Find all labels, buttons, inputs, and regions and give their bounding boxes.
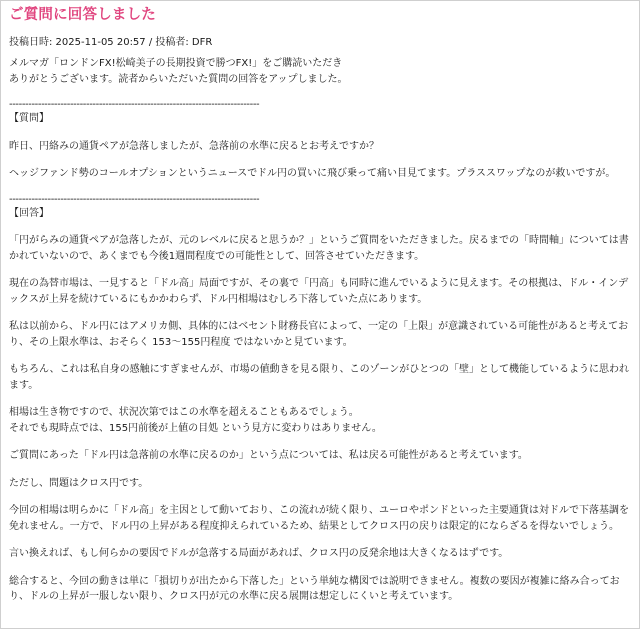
answer-paragraph: ご質問にあった「ドル円は急落前の水準に戻るのか」という点については、私は戻る可能性があると考えています。 <box>9 450 528 461</box>
answer-paragraph: 現在の為替市場は、一見すると「ドル高」局面ですが、その裏で「円高」も同時に進んでいるように見えます。その根拠は、ドル・インデックスが上昇を続けているにもかかわらず、ドル円相場はむしろ下落していた点にあります。 <box>9 278 629 305</box>
answer-paragraph: もちろん、これは私自身の感触にすぎませんが、市場の値動きを見る限り、このゾーンがひとつの「壁」として機能しているように思われます。 <box>9 364 629 391</box>
separator-line: ------------------------------------------------------------------------------ <box>9 193 260 205</box>
post-title: ご質問に回答しました <box>9 7 156 23</box>
post-intro: メルマガ「ロンドンFX!松崎美子の長期投資で勝つFX!」をご購読いただき ありがとうございます。読者からいただいた質問の回答をアップしました。 <box>9 58 348 85</box>
answer-paragraph: 総合すると、今回の動きは単に「損切りが出たから下落した」という単純な構図では説明できません。複数の要因が複雑に絡み合っており、ドルの上昇が一服しない限り、クロス円が元の水準に戻る展開は想定しにくいと考えています。 <box>9 575 620 602</box>
question-header: 【質問】 <box>9 113 49 124</box>
post-body <box>1 1 639 605</box>
answer-paragraph: 私は以前から、ドル円にはアメリカ側、具体的にはベセント財務長官によって、一定の「上限」が意識されている可能性があると考えており、その上限水準は、おそらく 153〜155円程度 ではないかと見ています。 <box>9 321 629 348</box>
answer-paragraph: 言い換えれば、もし何らかの要因でドルが急落する局面があれば、クロス円の反発余地は大きくなるはずです。 <box>9 548 509 559</box>
question-text: 昨日、円絡みの通貨ペアが急落しましたが、急落前の水準に戻るとお考えですか？ <box>9 140 379 152</box>
post-meta: 投稿日時: 2025-11-05 20:57 / 投稿者: DFR <box>9 37 213 48</box>
answer-paragraph: 相場は生き物ですので、状況次第ではこの水準を超えることもあるでしょう。 それでも現時点では、155円前後が上値の目処 という見方に変わりはありません。 <box>9 407 382 434</box>
answer-paragraph: 今回の相場は明らかに「ドル高」を主因として動いており、この流れが続く限り、ユーロやポンドといった主要通貨は対ドルで下落基調を免れません。一方で、ドル円の上昇がある程度抑えられているため、結果としてクロス円の戻りは限定的にならざるを得ないでしょう。 <box>9 505 629 532</box>
answer-header: 【回答】 <box>9 207 49 219</box>
answer-paragraph: 「円がらみの通貨ペアが急落したが、元のレベルに戻ると思うか？」というご質問をいただきました。戻るまでの「時間軸」については書かれていないので、あくまでも今後1週間程度での可能性として、回答させていただきます。 <box>9 235 629 262</box>
question-text-detail: ヘッジファンド勢のコールオプションというニュースでドル円の買いに飛び乗って痛い目見てます。プラススワップなのが救いですが。 <box>9 168 616 179</box>
answer-paragraph: ただし、問題はクロス円です。 <box>9 477 149 489</box>
separator-line: ------------------------------------------------------------------------------ <box>9 99 260 110</box>
